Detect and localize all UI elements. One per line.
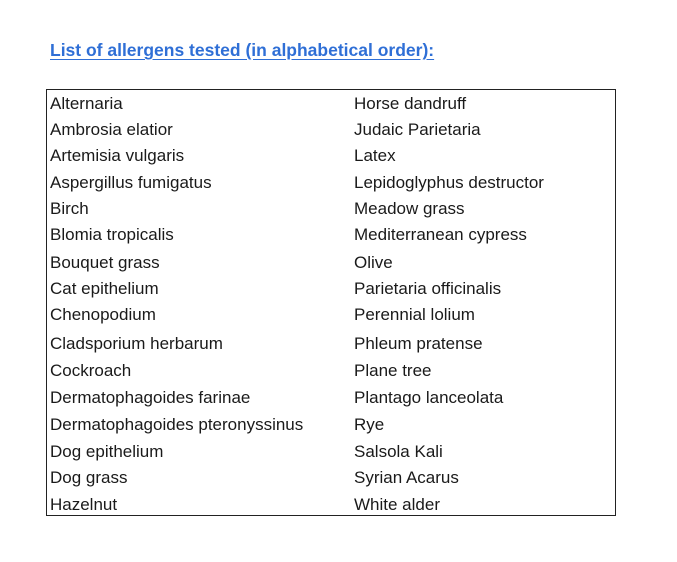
allergen-cell: Syrian Acarus bbox=[354, 468, 459, 487]
allergen-cell: Cladsporium herbarum bbox=[50, 334, 223, 353]
allergen-cell: Perennial lolium bbox=[354, 305, 475, 324]
allergen-cell: Plane tree bbox=[354, 361, 432, 380]
allergen-cell: Phleum pratense bbox=[354, 334, 483, 353]
allergen-table bbox=[46, 89, 616, 516]
allergen-cell: Chenopodium bbox=[50, 305, 156, 324]
allergen-cell: Meadow grass bbox=[354, 199, 465, 218]
allergen-cell: Dermatophagoides farinae bbox=[50, 388, 251, 407]
allergen-list-heading: List of allergens tested (in alphabetical order): bbox=[50, 40, 435, 60]
allergen-cell: Birch bbox=[50, 199, 89, 218]
allergen-cell: Mediterranean cypress bbox=[354, 225, 527, 244]
allergen-cell: Rye bbox=[354, 415, 385, 434]
allergen-cell: Blomia tropicalis bbox=[50, 225, 174, 244]
allergen-cell: Aspergillus fumigatus bbox=[50, 173, 212, 192]
allergen-cell: Hazelnut bbox=[50, 495, 118, 514]
allergen-cell: Horse dandruff bbox=[354, 94, 467, 113]
allergen-cell: Dermatophagoides pteronyssinus bbox=[50, 415, 304, 434]
allergen-cell: White alder bbox=[354, 495, 440, 514]
allergen-cell: Dog epithelium bbox=[50, 442, 164, 461]
allergen-cell: Bouquet grass bbox=[50, 253, 160, 272]
allergen-cell: Salsola Kali bbox=[354, 442, 443, 461]
allergen-cell: Judaic Parietaria bbox=[354, 120, 481, 139]
allergen-cell: Alternaria bbox=[50, 94, 123, 113]
allergen-cell: Cockroach bbox=[50, 361, 132, 380]
allergen-cell: Ambrosia elatior bbox=[50, 120, 173, 139]
allergen-cell: Parietaria officinalis bbox=[354, 279, 502, 298]
allergen-cell: Olive bbox=[354, 253, 393, 272]
allergen-cell: Dog grass bbox=[50, 468, 128, 487]
allergen-cell: Latex bbox=[354, 146, 396, 165]
allergen-cell: Cat epithelium bbox=[50, 279, 159, 298]
allergen-cell: Lepidoglyphus destructor bbox=[354, 173, 544, 192]
allergen-cell: Plantago lanceolata bbox=[354, 388, 504, 407]
allergen-cell: Artemisia vulgaris bbox=[50, 146, 185, 165]
